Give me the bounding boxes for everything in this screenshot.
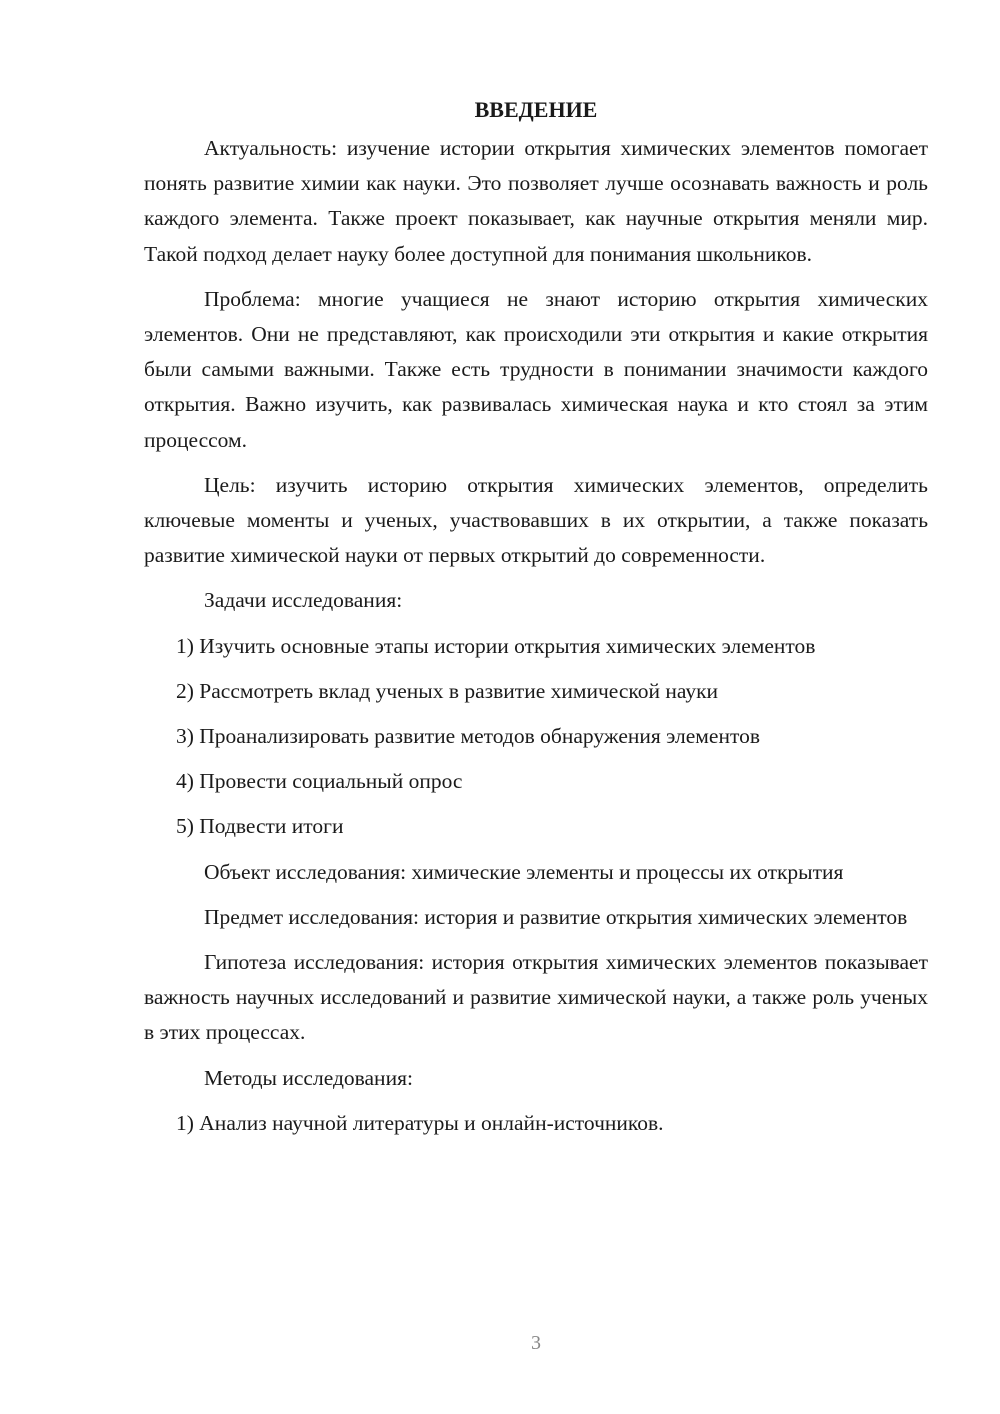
paragraph-relevance: Актуальность: изучение истории открытия химических элементов помогает понять развитие химии как науки. Это позволяет лучше осознавать важность и роль каждого элемента. Также проект показывает, как научные открытия меняли мир. Такой подход делает науку более доступной для понимания школьников. <box>144 136 928 266</box>
list-item: 4) Провести социальный опрос <box>176 769 463 794</box>
methods-list <box>144 1106 928 1141</box>
paragraph-subject: Предмет исследования: история и развитие открытия химических элементов <box>204 904 908 929</box>
list-item: 1) Анализ научной литературы и онлайн-источников. <box>176 1110 664 1135</box>
methods-heading: Методы исследования: <box>204 1065 413 1090</box>
document-page <box>144 92 928 1151</box>
paragraph-object: Объект исследования: химические элементы и процессы их открытия <box>204 859 844 884</box>
list-item: 1) Изучить основные этапы истории открытия химических элементов <box>176 633 816 658</box>
tasks-list <box>144 629 928 845</box>
paragraph-problem: Проблема: многие учащиеся не знают историю открытия химических элементов. Они не представляют, как происходили эти открытия и какие открытия были самыми важными. Также есть трудности в понимании значимости каждого открытия. Важно изучить, как развивалась химическая наука и кто стоял за этим процессом. <box>144 286 928 452</box>
section-title: ВВЕДЕНИЕ <box>474 97 598 122</box>
list-item: 3) Проанализировать развитие методов обнаружения элементов <box>176 724 760 749</box>
list-item: 5) Подвести итоги <box>176 814 344 839</box>
page-number: 3 <box>531 1332 541 1354</box>
paragraph-goal: Цель: изучить историю открытия химических элементов, определить ключевые моменты и ученых, участвовавших в их открытии, а также показать развитие химической науки от первых открытий до современности. <box>144 472 928 568</box>
tasks-heading: Задачи исследования: <box>204 588 403 613</box>
list-item: 2) Рассмотреть вклад ученых в развитие химической науки <box>176 678 719 703</box>
paragraph-hypothesis: Гипотеза исследования: история открытия химических элементов показывает важность научных исследований и развитие химической науки, а также роль ученых в этих процессах. <box>144 950 928 1045</box>
